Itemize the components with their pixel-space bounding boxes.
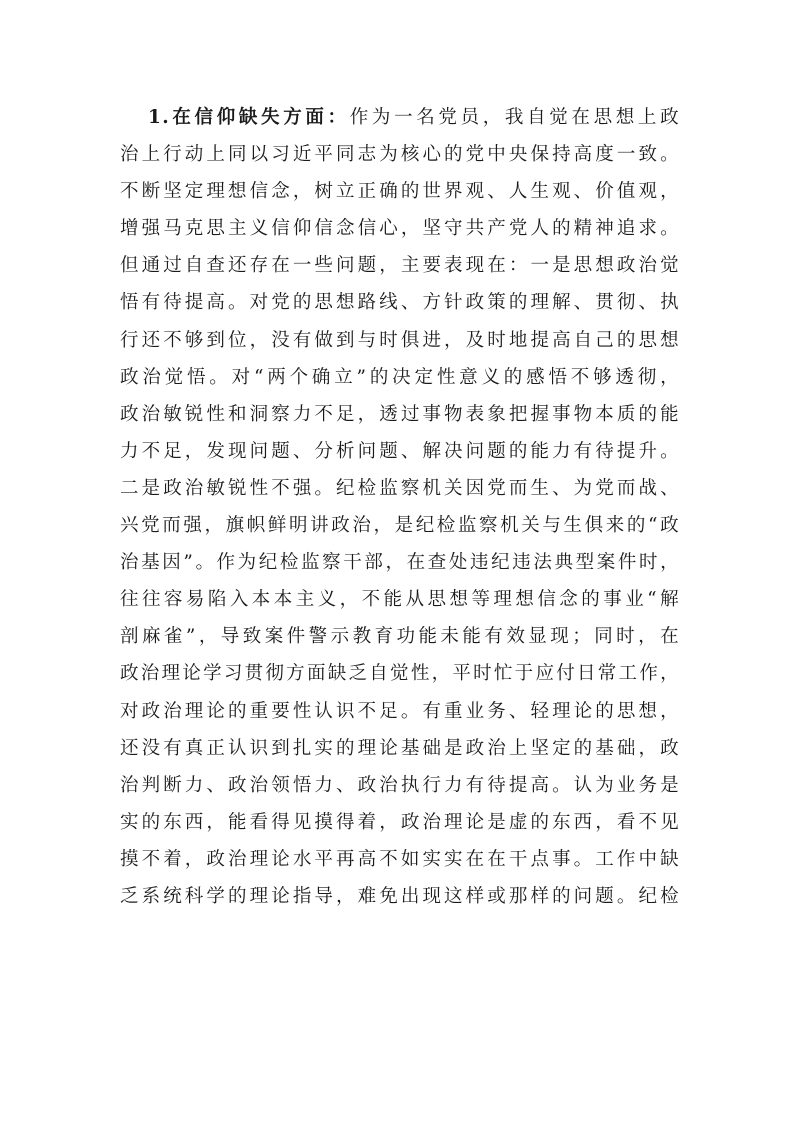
paragraph-line: 治基因”。作为纪检监察干部，在查处违纪违法典型案件时， (120, 552, 680, 574)
paragraph-first-line (120, 99, 680, 136)
paragraph-line: 往往容易陷入本本主义，不能从思想等理想信念的事业“解 (120, 589, 680, 611)
section-heading: 1.在信仰缺失方面： (148, 107, 350, 128)
paragraph-line: 增强马克思主义信仰信念信心，坚守共产党人的精神追求。 (120, 218, 680, 240)
body-paragraph (120, 99, 680, 915)
paragraph-line: 剖麻雀”，导致案件警示教育功能未能有效显现；同时，在 (120, 626, 680, 648)
paragraph-line: 力不足，发现问题、分析问题、解决问题的能力有待提升。 (120, 440, 680, 462)
paragraph-line: 实的东西，能看得见摸得着，政治理论是虚的东西，看不见 (120, 811, 680, 833)
paragraph-line: 对政治理论的重要性认识不足。有重业务、轻理论的思想， (120, 700, 680, 722)
paragraph-line: 兴党而强，旗帜鲜明讲政治，是纪检监察机关与生俱来的“政 (120, 515, 680, 537)
paragraph-line: 行还不够到位，没有做到与时俱进，及时地提高自己的思想 (120, 329, 680, 351)
paragraph-line: 悟有待提高。对党的思想路线、方针政策的理解、贯彻、执 (120, 292, 680, 314)
paragraph-line: 治上行动上同以习近平同志为核心的党中央保持高度一致。 (120, 144, 680, 166)
paragraph-line: 政治觉悟。对“两个确立”的决定性意义的感悟不够透彻， (120, 366, 680, 388)
paragraph-line: 政治敏锐性和洞察力不足，透过事物表象把握事物本质的能 (120, 403, 680, 425)
paragraph-line: 二是政治敏锐性不强。纪检监察机关因党而生、为党而战、 (120, 477, 680, 499)
paragraph-line: 摸不着，政治理论水平再高不如实实在在干点事。工作中缺 (120, 848, 680, 870)
paragraph-line: 乏系统科学的理论指导，难免出现这样或那样的问题。纪检 (120, 885, 680, 907)
paragraph-line: 作为一名党员，我自觉在思想上政 (349, 107, 680, 128)
paragraph-line: 还没有真正认识到扎实的理论基础是政治上坚定的基础，政 (120, 737, 680, 759)
paragraph-line: 不断坚定理想信念，树立正确的世界观、人生观、价值观， (120, 181, 680, 203)
paragraph-line: 但通过自查还存在一些问题，主要表现在：一是思想政治觉 (120, 255, 680, 277)
paragraph-line: 治判断力、政治领悟力、政治执行力有待提高。认为业务是 (120, 774, 680, 796)
paragraph-line: 政治理论学习贯彻方面缺乏自觉性，平时忙于应付日常工作， (120, 663, 680, 685)
